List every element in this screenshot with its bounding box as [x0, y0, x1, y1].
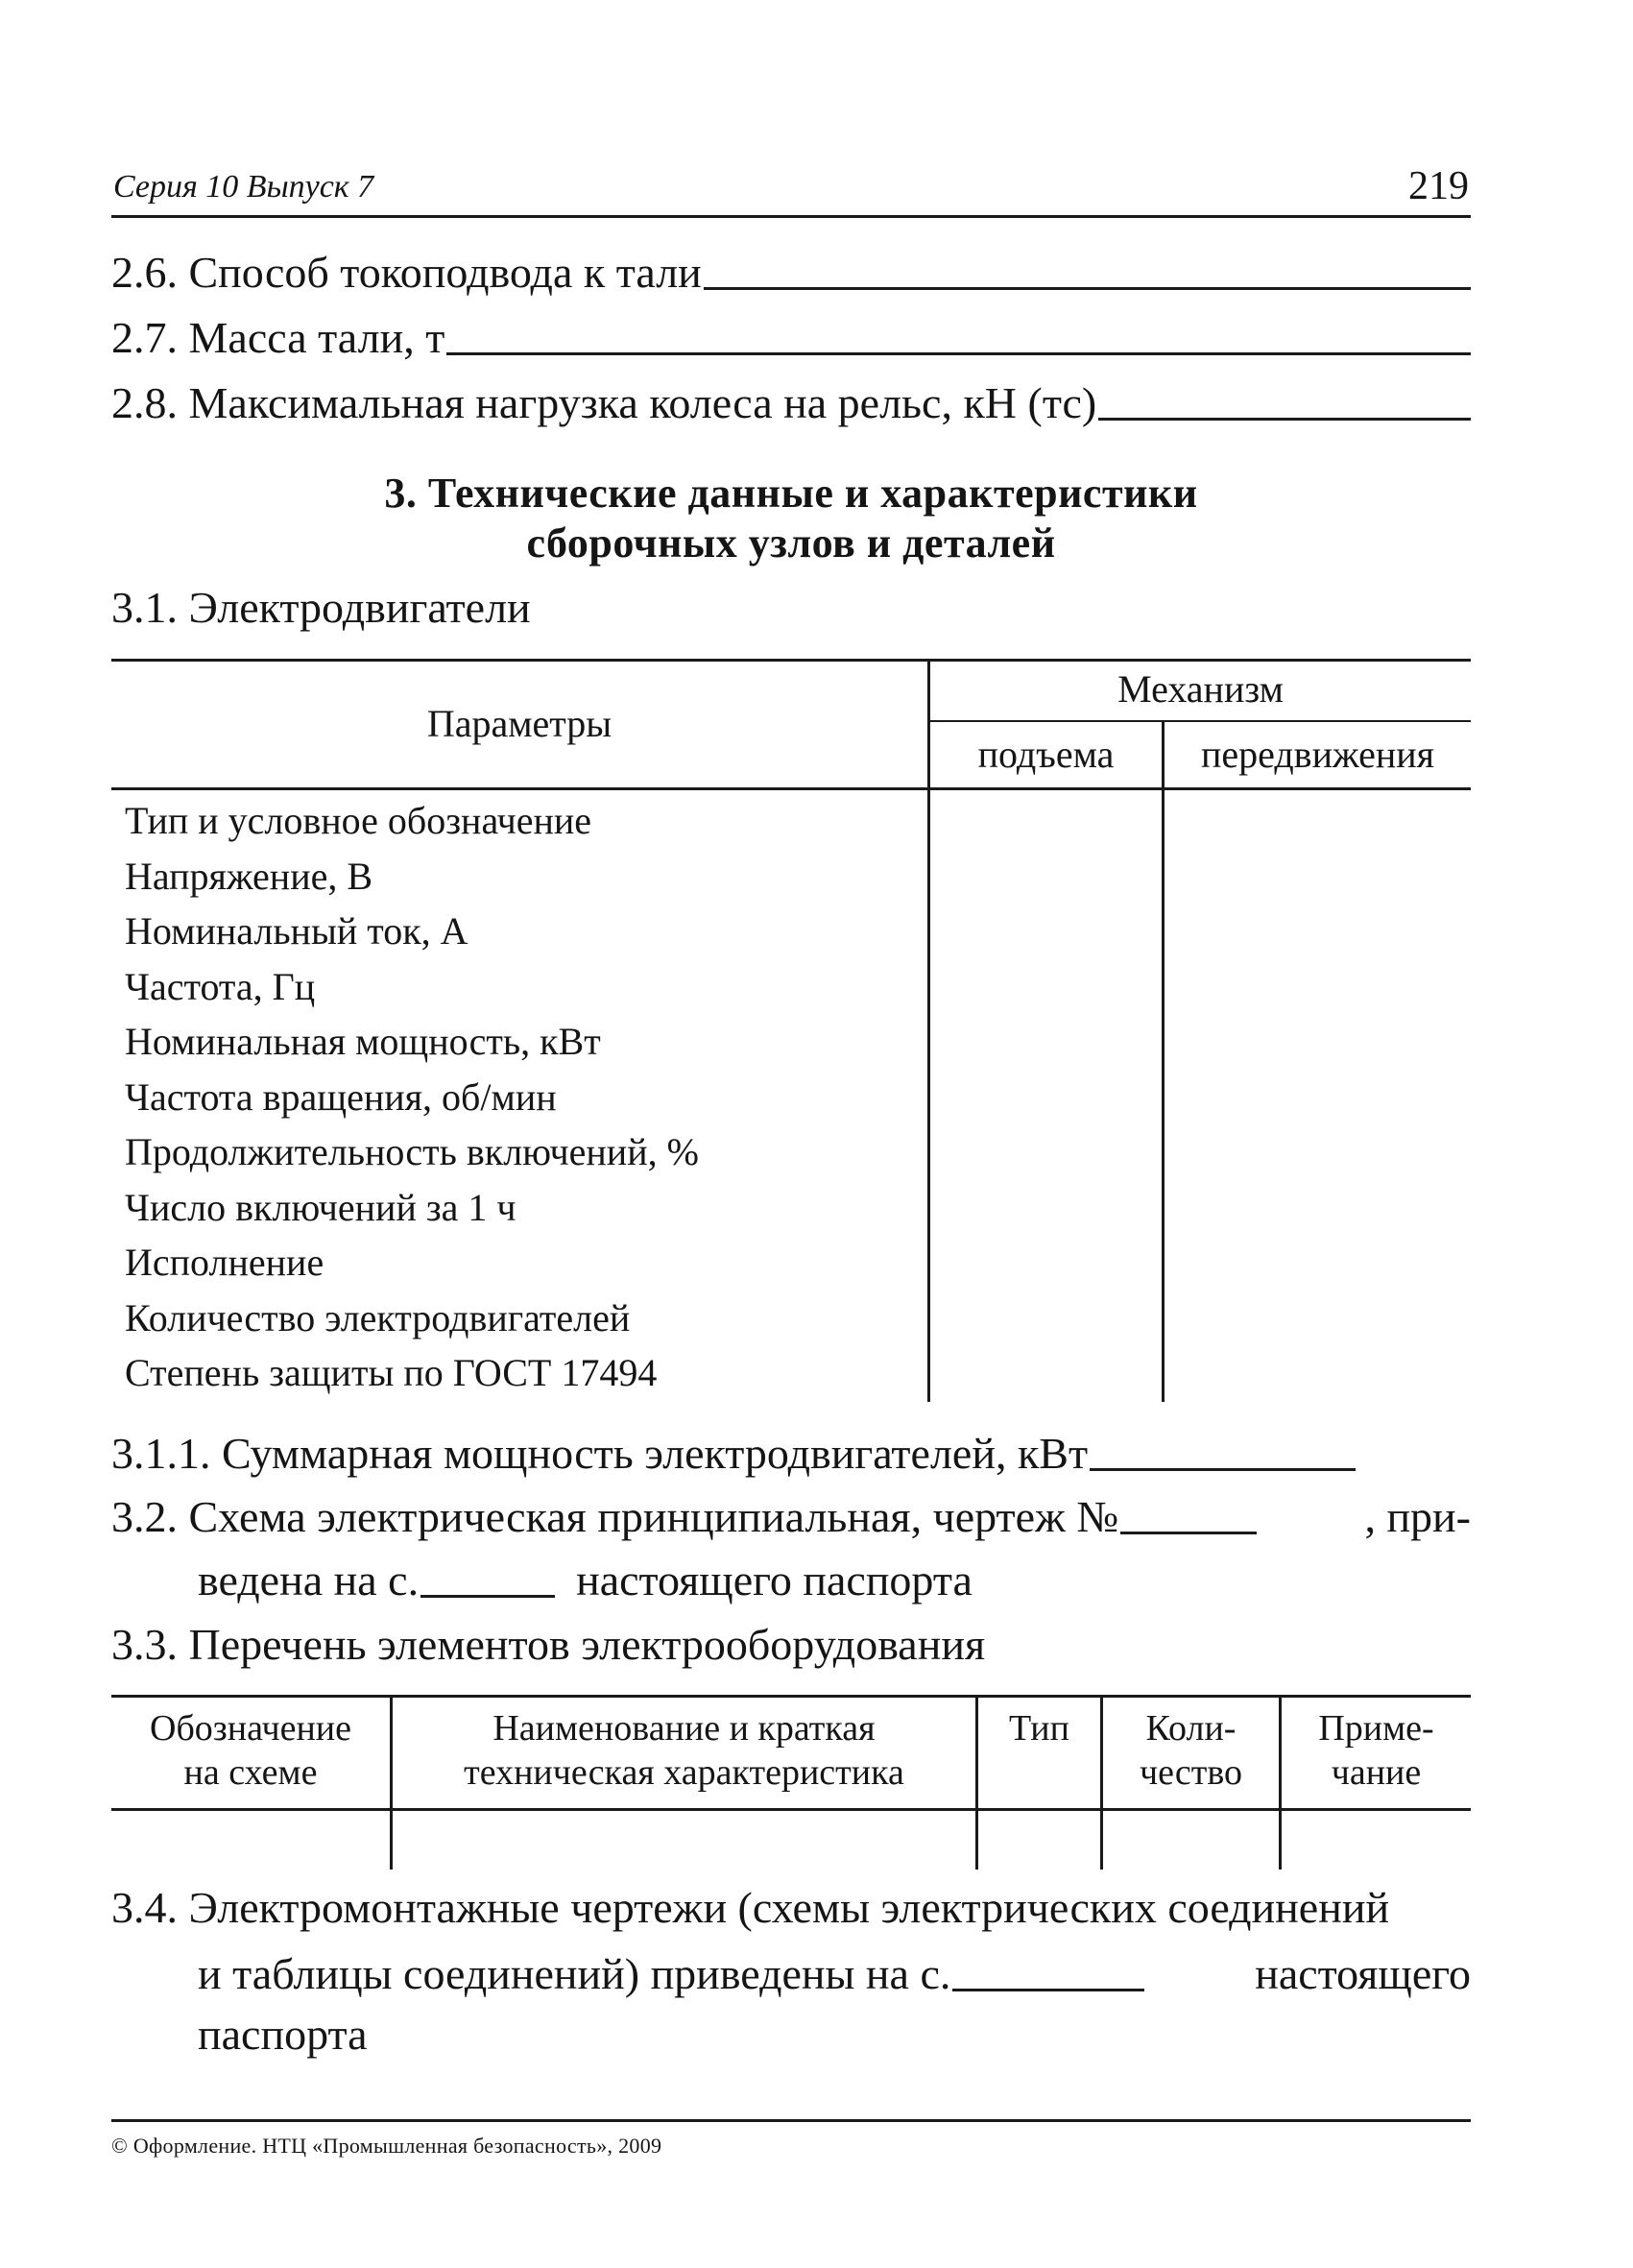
motor-table	[111, 659, 1471, 1402]
param-header: Параметры	[426, 702, 612, 745]
header-bottom-rule	[111, 1808, 1471, 1811]
param-row: Напряжение, В	[125, 854, 373, 898]
footer-rule	[111, 2119, 1471, 2122]
elements-table	[111, 1695, 1471, 1870]
mechanism-rule	[927, 720, 1471, 722]
col-type-header: Тип	[1009, 1708, 1069, 1749]
item-3-4-line1: 3.4. Электромонтажные чертежи (схемы электрических соединений	[111, 1883, 1390, 1932]
param-row: Частота, Гц	[125, 964, 316, 1008]
page-number: 219	[1408, 164, 1469, 208]
fill-blank	[1120, 1532, 1257, 1534]
param-list	[125, 793, 699, 1401]
table-top-rule	[111, 659, 1471, 662]
item-2-7: 2.7. Масса тали, т	[111, 317, 1471, 359]
item-2-6: 2.6. Способ токоподвода к тали	[111, 252, 1471, 294]
series-label: Серия 10 Выпуск 7	[113, 169, 374, 205]
param-row: Исполнение	[125, 1241, 324, 1284]
col-designation-header: Обозначение на схеме	[150, 1708, 351, 1793]
fill-blank	[1090, 1468, 1356, 1471]
param-row: Число включений за 1 ч	[125, 1185, 516, 1229]
item-3-4-line3: паспорта	[198, 2010, 368, 2059]
param-row: Продолжительность включений, %	[125, 1130, 699, 1173]
param-row: Степень защиты по ГОСТ 17494	[125, 1351, 658, 1394]
mechanism-header: Механизм	[1117, 667, 1284, 711]
fill-blank	[420, 1595, 555, 1598]
section-title-line1: 3. Технические данные и характеристики	[384, 470, 1198, 517]
item-3-2-cont: ведена на с. настоящего паспорта	[198, 1556, 973, 1604]
param-row: Частота вращения, об/мин	[125, 1074, 557, 1119]
fill-blank	[704, 287, 1471, 290]
col-name-header: Наименование и краткая техническая характеристика	[464, 1708, 904, 1793]
item-2-8: 2.8. Максимальная нагрузка колеса на рельс, кН (тс)	[111, 382, 1471, 424]
param-row: Номинальный ток, А	[125, 909, 468, 953]
section-title-line2: сборочных узлов и деталей	[526, 519, 1056, 567]
col-note-header: Приме- чание	[1318, 1708, 1434, 1793]
page-header	[111, 164, 1471, 218]
fill-blank	[446, 352, 1471, 355]
header-bottom-rule	[111, 787, 1471, 790]
col-travel-header: передвижения	[1200, 733, 1435, 776]
item-3-2: 3.2. Схема электрическая принципиальная, чертеж № , при-	[111, 1492, 1471, 1541]
footer-copyright: © Оформление. НТЦ «Промышленная безопасность», 2009	[111, 2134, 662, 2158]
item-3-4-line2: и таблицы соединений) приведены на с. настоящего	[198, 1949, 1471, 1998]
subsection-3-1: 3.1. Электродвигатели	[111, 583, 531, 632]
fill-blank	[952, 1989, 1144, 1991]
col-lift-header: подъема	[977, 733, 1115, 776]
param-row: Номинальная мощность, кВт	[125, 1020, 601, 1063]
table-top-rule	[111, 1695, 1471, 1698]
item-3-1-1: 3.1.1. Суммарная мощность электродвигателей, кВт	[111, 1433, 1356, 1475]
fill-blank	[1098, 418, 1471, 421]
param-row: Количество электродвигателей	[125, 1295, 631, 1339]
param-row: Тип и условное обозначение	[125, 799, 592, 842]
col-quantity-header: Коли- чество	[1139, 1708, 1243, 1793]
item-3-3: 3.3. Перечень элементов электрооборудования	[111, 1620, 986, 1669]
column-divider	[1162, 722, 1165, 1402]
